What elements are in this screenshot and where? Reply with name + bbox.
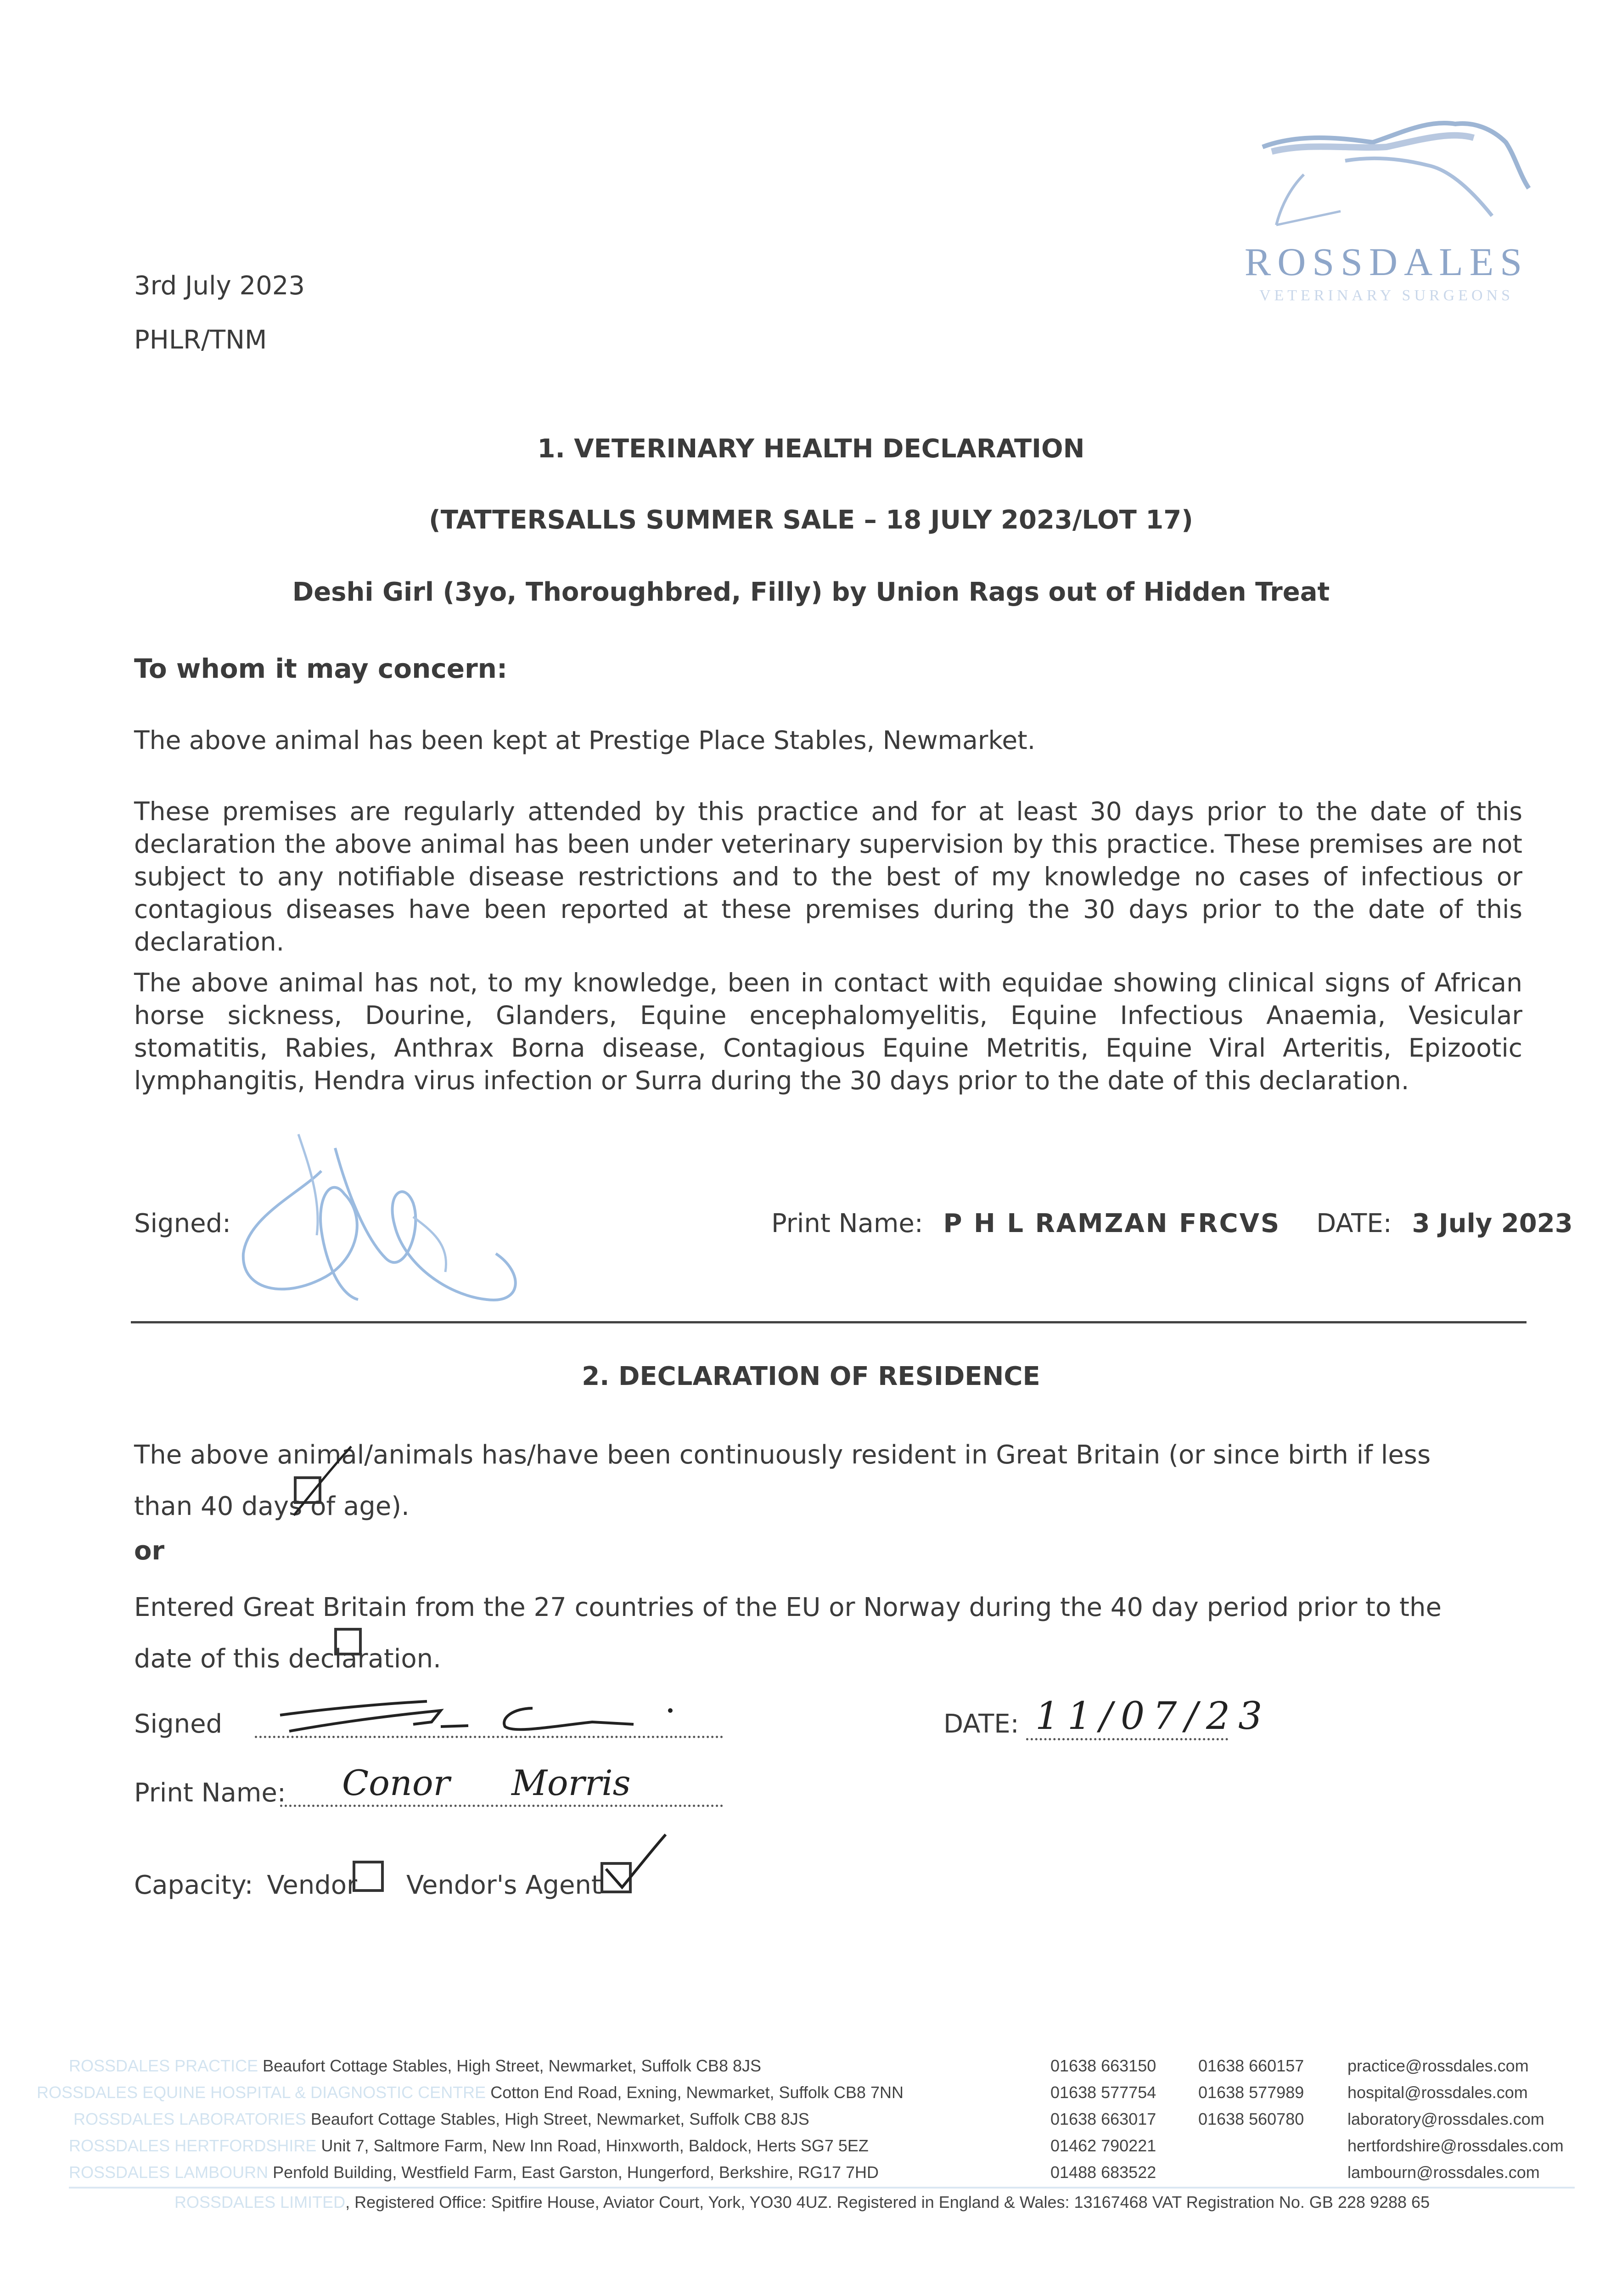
owner-date-label: DATE:: [943, 1709, 1019, 1739]
footer-tel-4: 01462 790221: [1050, 2136, 1156, 2155]
vendor-checkbox[interactable]: [353, 1861, 384, 1892]
registered-office: [174, 2193, 1430, 2212]
residence-option-2-checkbox[interactable]: [334, 1628, 362, 1655]
residence-option-2-text: Entered Great Britain from the 27 countries of the EU or Norway during the 40 day period prior to the date of this declaration.: [134, 1593, 1442, 1674]
footer-rule: [69, 2187, 1575, 2189]
footer-row-5-label: ROSSDALES LAMBOURN: [69, 2163, 269, 2182]
letter-date: 3rd July 2023: [134, 271, 305, 301]
footer-row-2-address: Cotton End Road, Exning, Newmarket, Suffolk CB8 7NN: [490, 2083, 904, 2102]
or-label: or: [134, 1536, 165, 1566]
owner-date-value: 11/07/23: [1035, 1694, 1271, 1738]
section2-title: 2. DECLARATION OF RESIDENCE: [582, 1362, 1040, 1391]
sale-line: (TATTERSALLS SUMMER SALE – 18 JULY 2023/LOT 17): [429, 505, 1193, 535]
capacity-row: [134, 1870, 357, 1900]
footer-email-5[interactable]: lambourn@rossdales.com: [1347, 2163, 1540, 2182]
footer-row-4-label: ROSSDALES HERTFORDSHIRE: [69, 2136, 317, 2155]
registered-text: , Registered Office: Spitfire House, Aviator Court, York, YO30 4UZ. Registered in England & Wales: 13167468 VAT Registration No. GB 228 9288 65: [345, 2193, 1430, 2212]
residence-option-1-text: The above animal/animals has/have been continuously resident in Great Britain (or since birth if less than 40 days of age).: [134, 1440, 1431, 1521]
supervision-paragraph: These premises are regularly attended by this practice and for at least 30 days prior to the date of this declaration the above animal has been under veterinary supervision by this practice. These premises are not subject to any notifiable disease restrictions and to the best of my knowledge no cases of infectious or contagious diseases have been reported at these premises during the 30 days prior to the date of this declaration.: [134, 797, 1522, 957]
footer-row-2: [37, 2083, 904, 2102]
footer-row-4: [69, 2136, 869, 2155]
vet-signed-label: Signed:: [134, 1209, 231, 1238]
owner-signed-label: Signed: [134, 1709, 223, 1739]
vet-date-value: 3 July 2023: [1412, 1209, 1573, 1238]
agent-checkmark-icon: [597, 1832, 670, 1896]
footer-fax-3: 01638 560780: [1198, 2110, 1304, 2128]
footer-row-1-address: Beaufort Cottage Stables, High Street, Newmarket, Suffolk CB8 8JS: [263, 2056, 761, 2075]
residence-option-2: [134, 1582, 1465, 1685]
footer-tel-3: 01638 663017: [1050, 2110, 1156, 2128]
logo-name: ROSSDALES: [1244, 240, 1529, 284]
vet-print-name-label: Print Name:: [771, 1209, 923, 1238]
horse-details: Deshi Girl (3yo, Thoroughbred, Filly) by Union Rags out of Hidden Treat: [292, 577, 1330, 607]
footer-row-5-address: Penfold Building, Westfield Farm, East Garston, Hungerford, Berkshire, RG17 7HD: [273, 2163, 879, 2182]
footer-row-5: [69, 2163, 879, 2182]
section-divider: [131, 1321, 1527, 1323]
footer-row-1-label: ROSSDALES PRACTICE: [69, 2056, 258, 2075]
checkmark-icon: [285, 1442, 358, 1525]
vet-signature: [230, 1079, 560, 1336]
horse-logo-icon: [1235, 106, 1538, 243]
footer-tel-5: 01488 683522: [1050, 2163, 1156, 2182]
vet-print-name-row: [771, 1209, 1573, 1238]
footer-tel-1: 01638 663150: [1050, 2056, 1156, 2075]
footer-tel-2: 01638 577754: [1050, 2083, 1156, 2102]
footer-row-2-label: ROSSDALES EQUINE HOSPITAL & DIAGNOSTIC CENTRE: [37, 2083, 486, 2102]
vendor-label: Vendor: [267, 1870, 358, 1900]
footer-row-3-label: ROSSDALES LABORATORIES: [73, 2110, 306, 2128]
footer-fax-1: 01638 660157: [1198, 2056, 1304, 2075]
owner-signature: [275, 1690, 735, 1740]
footer-row-3: [73, 2110, 809, 2129]
logo-subtitle: VETERINARY SURGEONS: [1259, 287, 1514, 304]
rossdales-logo: [1235, 106, 1538, 335]
footer-email-2[interactable]: hospital@rossdales.com: [1347, 2083, 1528, 2102]
kept-at-paragraph: The above animal has been kept at Prestige Place Stables, Newmarket.: [134, 726, 1036, 755]
owner-print-name-value: Conor Morris: [342, 1762, 631, 1803]
footer-fax-2: 01638 577989: [1198, 2083, 1304, 2102]
reference-code: PHLR/TNM: [134, 325, 267, 355]
footer-row-3-address: Beaufort Cottage Stables, High Street, Newmarket, Suffolk CB8 8JS: [310, 2110, 809, 2128]
footer-row-1: [69, 2056, 761, 2076]
section1-title: 1. VETERINARY HEALTH DECLARATION: [537, 434, 1085, 464]
vet-date-label: DATE:: [1316, 1209, 1392, 1238]
footer-email-1[interactable]: practice@rossdales.com: [1347, 2056, 1529, 2075]
footer-row-4-address: Unit 7, Saltmore Farm, New Inn Road, Hinxworth, Baldock, Herts SG7 5EZ: [321, 2136, 869, 2155]
footer-email-4[interactable]: hertfordshire@rossdales.com: [1347, 2136, 1564, 2155]
owner-print-name-label: Print Name:: [134, 1778, 286, 1808]
capacity-label: Capacity:: [134, 1870, 253, 1900]
vet-print-name-value: P H L RAMZAN FRCVS: [943, 1209, 1281, 1238]
salutation: To whom it may concern:: [134, 653, 508, 684]
footer-email-3[interactable]: laboratory@rossdales.com: [1347, 2110, 1544, 2128]
registered-label: ROSSDALES LIMITED: [174, 2193, 346, 2212]
disease-contact-paragraph: The above animal has not, to my knowledge, been in contact with equidae showing clinical signs of African horse sickness, Dourine, Glanders, Equine encephalomyelitis, Equine Infectious Anaemia, Vesicular stomatitis, Rabies, Anthrax Borna disease, Contagious Equine Metritis, Equine Viral Arteritis, Epizootic lymphangitis, Hendra virus infection or Surra during the 30 days prior to the date of this declaration.: [134, 968, 1522, 1095]
vendor-agent-label: Vendor's Agent: [406, 1870, 601, 1900]
